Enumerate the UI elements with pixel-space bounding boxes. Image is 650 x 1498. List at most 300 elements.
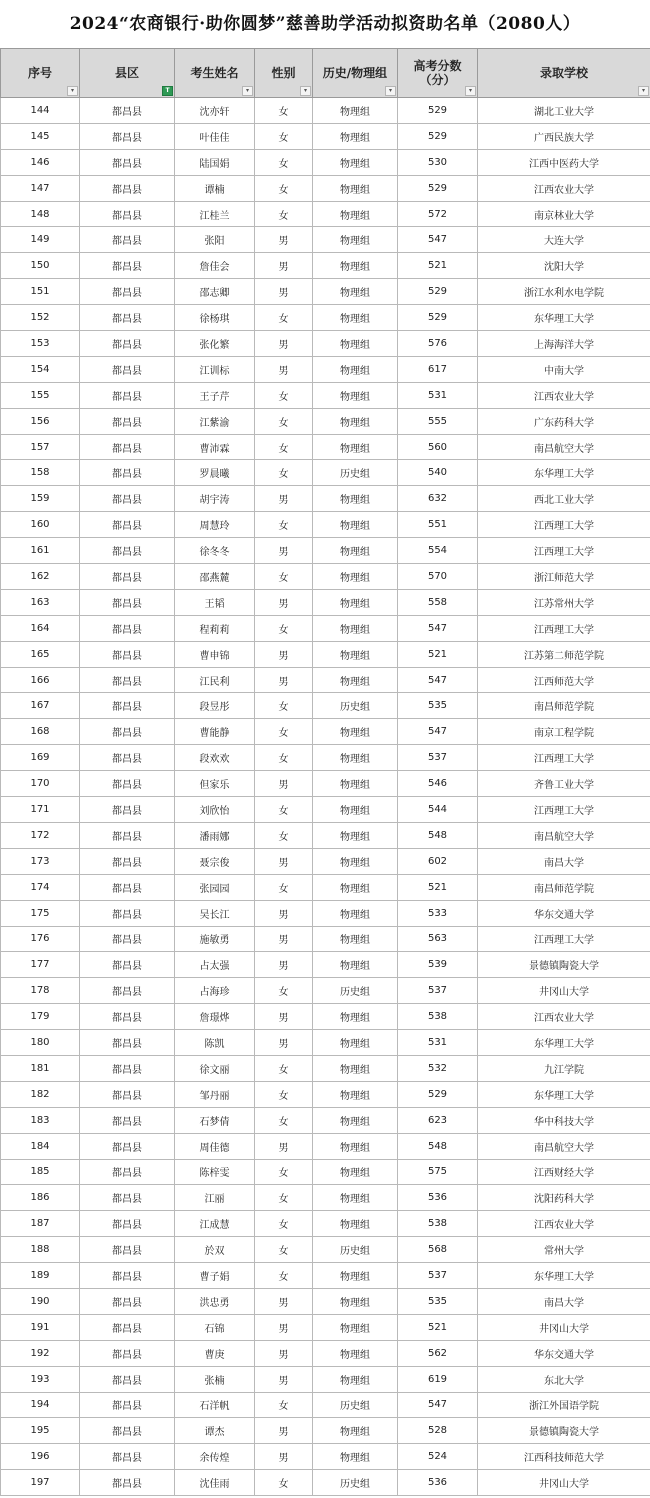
cell-school: 中南大学: [478, 356, 650, 382]
cell-school: 南昌航空大学: [478, 434, 650, 460]
cell-gender: 男: [255, 1030, 313, 1056]
cell-student: 程莉莉: [175, 615, 255, 641]
cell-gender: 女: [255, 1237, 313, 1263]
table-row: [1, 1004, 650, 1030]
cell-student: 占海珍: [175, 978, 255, 1004]
cell-school: 齐鲁工业大学: [478, 771, 650, 797]
cell-score: 568: [398, 1237, 478, 1263]
cell-score: 529: [398, 279, 478, 305]
cell-county: 都昌县: [80, 797, 175, 823]
cell-student: 江紫渝: [175, 408, 255, 434]
cell-score: 547: [398, 1392, 478, 1418]
cell-track: 物理组: [313, 1159, 398, 1185]
cell-gender: 男: [255, 227, 313, 253]
filter-dropdown-icon[interactable]: ▾: [638, 86, 649, 96]
cell-county: 都昌县: [80, 1133, 175, 1159]
cell-gender: 男: [255, 356, 313, 382]
cell-seq: 167: [1, 693, 80, 719]
table-row: [1, 253, 650, 279]
cell-track: 物理组: [313, 175, 398, 201]
cell-gender: 女: [255, 460, 313, 486]
cell-gender: 女: [255, 564, 313, 590]
cell-gender: 男: [255, 486, 313, 512]
cell-score: 548: [398, 1133, 478, 1159]
cell-school: 九江学院: [478, 1055, 650, 1081]
cell-school: 南昌航空大学: [478, 1133, 650, 1159]
table-row: [1, 719, 650, 745]
cell-student: 王韬: [175, 589, 255, 615]
table-row: [1, 98, 650, 124]
cell-student: 石梦倩: [175, 1107, 255, 1133]
cell-seq: 172: [1, 822, 80, 848]
cell-gender: 男: [255, 900, 313, 926]
cell-student: 谭楠: [175, 175, 255, 201]
cell-county: 都昌县: [80, 771, 175, 797]
cell-student: 石洋帆: [175, 1392, 255, 1418]
cell-track: 物理组: [313, 279, 398, 305]
table-row: [1, 822, 650, 848]
cell-seq: 189: [1, 1263, 80, 1289]
cell-school: 江西理工大学: [478, 615, 650, 641]
cell-student: 王子芹: [175, 382, 255, 408]
cell-track: 历史组: [313, 693, 398, 719]
header-track: 历史/物理组 ▾: [313, 49, 398, 98]
cell-track: 物理组: [313, 641, 398, 667]
cell-gender: 女: [255, 1392, 313, 1418]
header-gender: 性别 ▾: [255, 49, 313, 98]
cell-school: 西北工业大学: [478, 486, 650, 512]
table-row: [1, 615, 650, 641]
cell-gender: 女: [255, 175, 313, 201]
cell-school: 东华理工大学: [478, 1030, 650, 1056]
cell-school: 江西科技师范大学: [478, 1444, 650, 1470]
cell-track: 历史组: [313, 1237, 398, 1263]
student-table: [0, 48, 650, 1496]
cell-student: 张阳: [175, 227, 255, 253]
cell-score: 521: [398, 1314, 478, 1340]
cell-school: 华东交通大学: [478, 1340, 650, 1366]
cell-score: 529: [398, 1081, 478, 1107]
cell-seq: 150: [1, 253, 80, 279]
table-row: [1, 1030, 650, 1056]
cell-score: 547: [398, 667, 478, 693]
cell-seq: 187: [1, 1211, 80, 1237]
cell-student: 洪忠勇: [175, 1288, 255, 1314]
cell-track: 物理组: [313, 771, 398, 797]
cell-seq: 175: [1, 900, 80, 926]
filter-dropdown-icon[interactable]: ▾: [385, 86, 396, 96]
table-row: [1, 771, 650, 797]
cell-student: 曹能静: [175, 719, 255, 745]
cell-track: 物理组: [313, 1185, 398, 1211]
cell-school: 沈阳大学: [478, 253, 650, 279]
table-row: [1, 1392, 650, 1418]
cell-score: 554: [398, 538, 478, 564]
cell-school: 井冈山大学: [478, 1470, 650, 1496]
table-row: [1, 1418, 650, 1444]
cell-seq: 188: [1, 1237, 80, 1263]
cell-track: 物理组: [313, 1366, 398, 1392]
cell-score: 562: [398, 1340, 478, 1366]
cell-gender: 男: [255, 641, 313, 667]
cell-student: 但家乐: [175, 771, 255, 797]
cell-county: 都昌县: [80, 1470, 175, 1496]
cell-track: 物理组: [313, 926, 398, 952]
cell-track: 物理组: [313, 874, 398, 900]
cell-seq: 161: [1, 538, 80, 564]
cell-track: 物理组: [313, 822, 398, 848]
cell-track: 物理组: [313, 201, 398, 227]
cell-seq: 196: [1, 1444, 80, 1470]
cell-school: 江西理工大学: [478, 745, 650, 771]
cell-school: 南昌航空大学: [478, 822, 650, 848]
cell-score: 540: [398, 460, 478, 486]
cell-student: 聂宗俊: [175, 848, 255, 874]
cell-track: 物理组: [313, 719, 398, 745]
cell-gender: 女: [255, 408, 313, 434]
cell-gender: 女: [255, 1263, 313, 1289]
cell-seq: 191: [1, 1314, 80, 1340]
cell-seq: 178: [1, 978, 80, 1004]
cell-track: 物理组: [313, 1444, 398, 1470]
cell-seq: 184: [1, 1133, 80, 1159]
cell-track: 物理组: [313, 667, 398, 693]
cell-score: 602: [398, 848, 478, 874]
cell-student: 周慧玲: [175, 512, 255, 538]
cell-school: 江西农业大学: [478, 1211, 650, 1237]
table-row: [1, 926, 650, 952]
cell-track: 物理组: [313, 538, 398, 564]
cell-track: 物理组: [313, 512, 398, 538]
cell-student: 罗晨曦: [175, 460, 255, 486]
cell-seq: 148: [1, 201, 80, 227]
cell-gender: 女: [255, 1470, 313, 1496]
cell-gender: 女: [255, 382, 313, 408]
cell-score: 535: [398, 1288, 478, 1314]
cell-track: 物理组: [313, 1263, 398, 1289]
cell-school: 大连大学: [478, 227, 650, 253]
cell-school: 沈阳药科大学: [478, 1185, 650, 1211]
cell-score: 535: [398, 693, 478, 719]
cell-student: 曹沛霖: [175, 434, 255, 460]
cell-score: 547: [398, 615, 478, 641]
cell-seq: 182: [1, 1081, 80, 1107]
cell-student: 於双: [175, 1237, 255, 1263]
table-row: [1, 434, 650, 460]
cell-student: 胡宇涛: [175, 486, 255, 512]
cell-seq: 181: [1, 1055, 80, 1081]
table-row: [1, 1055, 650, 1081]
cell-score: 530: [398, 149, 478, 175]
cell-school: 江西理工大学: [478, 512, 650, 538]
cell-county: 都昌县: [80, 331, 175, 357]
cell-seq: 193: [1, 1366, 80, 1392]
cell-track: 物理组: [313, 564, 398, 590]
cell-school: 华东交通大学: [478, 900, 650, 926]
cell-track: 物理组: [313, 123, 398, 149]
cell-school: 浙江师范大学: [478, 564, 650, 590]
table-row: [1, 641, 650, 667]
cell-track: 物理组: [313, 1004, 398, 1030]
cell-county: 都昌县: [80, 512, 175, 538]
cell-seq: 166: [1, 667, 80, 693]
cell-score: 529: [398, 305, 478, 331]
table-row: [1, 1107, 650, 1133]
cell-student: 邵燕麓: [175, 564, 255, 590]
cell-seq: 155: [1, 382, 80, 408]
cell-county: 都昌县: [80, 874, 175, 900]
table-row: [1, 123, 650, 149]
cell-track: 物理组: [313, 848, 398, 874]
cell-county: 都昌县: [80, 667, 175, 693]
cell-track: 物理组: [313, 615, 398, 641]
cell-score: 548: [398, 822, 478, 848]
cell-student: 占太强: [175, 952, 255, 978]
cell-track: 物理组: [313, 1030, 398, 1056]
cell-score: 531: [398, 382, 478, 408]
cell-seq: 183: [1, 1107, 80, 1133]
cell-school: 东华理工大学: [478, 1263, 650, 1289]
table-row: [1, 900, 650, 926]
cell-seq: 147: [1, 175, 80, 201]
cell-county: 都昌县: [80, 1107, 175, 1133]
cell-seq: 145: [1, 123, 80, 149]
cell-student: 张楠: [175, 1366, 255, 1392]
cell-county: 都昌县: [80, 356, 175, 382]
cell-county: 都昌县: [80, 1081, 175, 1107]
cell-score: 575: [398, 1159, 478, 1185]
cell-school: 东华理工大学: [478, 305, 650, 331]
cell-student: 徐文丽: [175, 1055, 255, 1081]
cell-student: 刘欣怡: [175, 797, 255, 823]
cell-student: 吴长江: [175, 900, 255, 926]
cell-score: 547: [398, 719, 478, 745]
cell-score: 558: [398, 589, 478, 615]
filter-dropdown-icon[interactable]: ▾: [67, 86, 78, 96]
cell-score: 547: [398, 227, 478, 253]
cell-school: 井冈山大学: [478, 1314, 650, 1340]
cell-county: 都昌县: [80, 564, 175, 590]
cell-student: 张园园: [175, 874, 255, 900]
header-school: 录取学校 ▾: [478, 49, 650, 98]
cell-gender: 男: [255, 253, 313, 279]
cell-seq: 169: [1, 745, 80, 771]
cell-student: 江成慧: [175, 1211, 255, 1237]
cell-school: 江苏第二师范学院: [478, 641, 650, 667]
table-row: [1, 745, 650, 771]
table-row: [1, 331, 650, 357]
table-row: [1, 1314, 650, 1340]
cell-school: 华中科技大学: [478, 1107, 650, 1133]
cell-track: 物理组: [313, 434, 398, 460]
cell-score: 544: [398, 797, 478, 823]
cell-track: 物理组: [313, 356, 398, 382]
cell-school: 江西理工大学: [478, 538, 650, 564]
table-row: [1, 538, 650, 564]
table-row: [1, 1470, 650, 1496]
cell-track: 物理组: [313, 331, 398, 357]
header-seq: 序号 ▾: [1, 49, 80, 98]
cell-score: 528: [398, 1418, 478, 1444]
table-row: [1, 512, 650, 538]
cell-gender: 女: [255, 1081, 313, 1107]
cell-score: 532: [398, 1055, 478, 1081]
cell-gender: 男: [255, 1314, 313, 1340]
cell-county: 都昌县: [80, 848, 175, 874]
table-body: [1, 98, 650, 1496]
cell-county: 都昌县: [80, 926, 175, 952]
cell-track: 物理组: [313, 382, 398, 408]
cell-track: 物理组: [313, 149, 398, 175]
cell-school: 南京工程学院: [478, 719, 650, 745]
table-row: [1, 1444, 650, 1470]
cell-school: 南京林业大学: [478, 201, 650, 227]
cell-county: 都昌县: [80, 305, 175, 331]
cell-track: 物理组: [313, 1211, 398, 1237]
cell-track: 物理组: [313, 98, 398, 124]
cell-school: 南昌师范学院: [478, 874, 650, 900]
cell-seq: 165: [1, 641, 80, 667]
cell-track: 历史组: [313, 460, 398, 486]
cell-seq: 160: [1, 512, 80, 538]
cell-county: 都昌县: [80, 978, 175, 1004]
cell-student: 段昱彤: [175, 693, 255, 719]
table-row: [1, 305, 650, 331]
cell-county: 都昌县: [80, 538, 175, 564]
cell-gender: 男: [255, 1133, 313, 1159]
cell-school: 浙江水利水电学院: [478, 279, 650, 305]
cell-score: 617: [398, 356, 478, 382]
cell-county: 都昌县: [80, 253, 175, 279]
cell-score: 555: [398, 408, 478, 434]
filter-dropdown-icon[interactable]: ▾: [465, 86, 476, 96]
cell-school: 浙江外国语学院: [478, 1392, 650, 1418]
cell-gender: 男: [255, 1418, 313, 1444]
cell-score: 538: [398, 1211, 478, 1237]
cell-seq: 153: [1, 331, 80, 357]
cell-county: 都昌县: [80, 201, 175, 227]
header-county: 县区 T: [80, 49, 175, 98]
filter-dropdown-icon[interactable]: ▾: [300, 86, 311, 96]
cell-gender: 女: [255, 693, 313, 719]
cell-score: 533: [398, 900, 478, 926]
cell-county: 都昌县: [80, 460, 175, 486]
table-row: [1, 1288, 650, 1314]
cell-school: 南昌师范学院: [478, 693, 650, 719]
cell-county: 都昌县: [80, 486, 175, 512]
cell-track: 物理组: [313, 900, 398, 926]
cell-gender: 女: [255, 1211, 313, 1237]
cell-track: 物理组: [313, 589, 398, 615]
cell-school: 江西理工大学: [478, 797, 650, 823]
cell-seq: 190: [1, 1288, 80, 1314]
cell-gender: 女: [255, 1159, 313, 1185]
cell-county: 都昌县: [80, 900, 175, 926]
cell-school: 江西农业大学: [478, 175, 650, 201]
cell-seq: 173: [1, 848, 80, 874]
cell-score: 551: [398, 512, 478, 538]
filter-dropdown-icon[interactable]: ▾: [242, 86, 253, 96]
cell-track: 物理组: [313, 1055, 398, 1081]
cell-student: 张化繁: [175, 331, 255, 357]
cell-county: 都昌县: [80, 589, 175, 615]
cell-gender: 女: [255, 201, 313, 227]
cell-school: 景德镇陶瓷大学: [478, 1418, 650, 1444]
cell-school: 江苏常州大学: [478, 589, 650, 615]
cell-score: 619: [398, 1366, 478, 1392]
table-row: [1, 797, 650, 823]
cell-student: 曹庚: [175, 1340, 255, 1366]
cell-seq: 195: [1, 1418, 80, 1444]
cell-gender: 男: [255, 1444, 313, 1470]
cell-seq: 152: [1, 305, 80, 331]
cell-school: 东华理工大学: [478, 460, 650, 486]
cell-seq: 163: [1, 589, 80, 615]
cell-school: 江西农业大学: [478, 1004, 650, 1030]
cell-student: 段欢欢: [175, 745, 255, 771]
cell-school: 东北大学: [478, 1366, 650, 1392]
cell-gender: 女: [255, 512, 313, 538]
cell-seq: 164: [1, 615, 80, 641]
cell-county: 都昌县: [80, 149, 175, 175]
cell-county: 都昌县: [80, 1055, 175, 1081]
table-row: [1, 1263, 650, 1289]
page-title: 2024“农商银行·助你圆梦”慈善助学活动拟资助名单（2080人）: [69, 14, 581, 34]
cell-school: 江西农业大学: [478, 382, 650, 408]
cell-county: 都昌县: [80, 227, 175, 253]
cell-score: 632: [398, 486, 478, 512]
cell-county: 都昌县: [80, 641, 175, 667]
cell-student: 沈佳雨: [175, 1470, 255, 1496]
cell-county: 都昌县: [80, 1314, 175, 1340]
cell-seq: 176: [1, 926, 80, 952]
cell-score: 531: [398, 1030, 478, 1056]
cell-student: 陆国娟: [175, 149, 255, 175]
cell-gender: 男: [255, 667, 313, 693]
cell-gender: 女: [255, 615, 313, 641]
cell-school: 井冈山大学: [478, 978, 650, 1004]
cell-student: 周佳德: [175, 1133, 255, 1159]
cell-track: 物理组: [313, 1418, 398, 1444]
cell-seq: 197: [1, 1470, 80, 1496]
table-row: [1, 1185, 650, 1211]
cell-county: 都昌县: [80, 1340, 175, 1366]
cell-student: 江训标: [175, 356, 255, 382]
cell-gender: 女: [255, 874, 313, 900]
cell-score: 521: [398, 641, 478, 667]
cell-score: 524: [398, 1444, 478, 1470]
cell-score: 546: [398, 771, 478, 797]
cell-school: 广西民族大学: [478, 123, 650, 149]
cell-county: 都昌县: [80, 1159, 175, 1185]
cell-seq: 174: [1, 874, 80, 900]
cell-gender: 男: [255, 1004, 313, 1030]
table-row: [1, 460, 650, 486]
cell-score: 623: [398, 1107, 478, 1133]
filter-active-icon[interactable]: T: [162, 86, 173, 96]
cell-county: 都昌县: [80, 382, 175, 408]
cell-seq: 149: [1, 227, 80, 253]
cell-county: 都昌县: [80, 1263, 175, 1289]
cell-seq: 179: [1, 1004, 80, 1030]
cell-county: 都昌县: [80, 745, 175, 771]
cell-county: 都昌县: [80, 1366, 175, 1392]
cell-track: 物理组: [313, 1107, 398, 1133]
cell-county: 都昌县: [80, 693, 175, 719]
cell-county: 都昌县: [80, 952, 175, 978]
cell-seq: 186: [1, 1185, 80, 1211]
cell-track: 历史组: [313, 1392, 398, 1418]
